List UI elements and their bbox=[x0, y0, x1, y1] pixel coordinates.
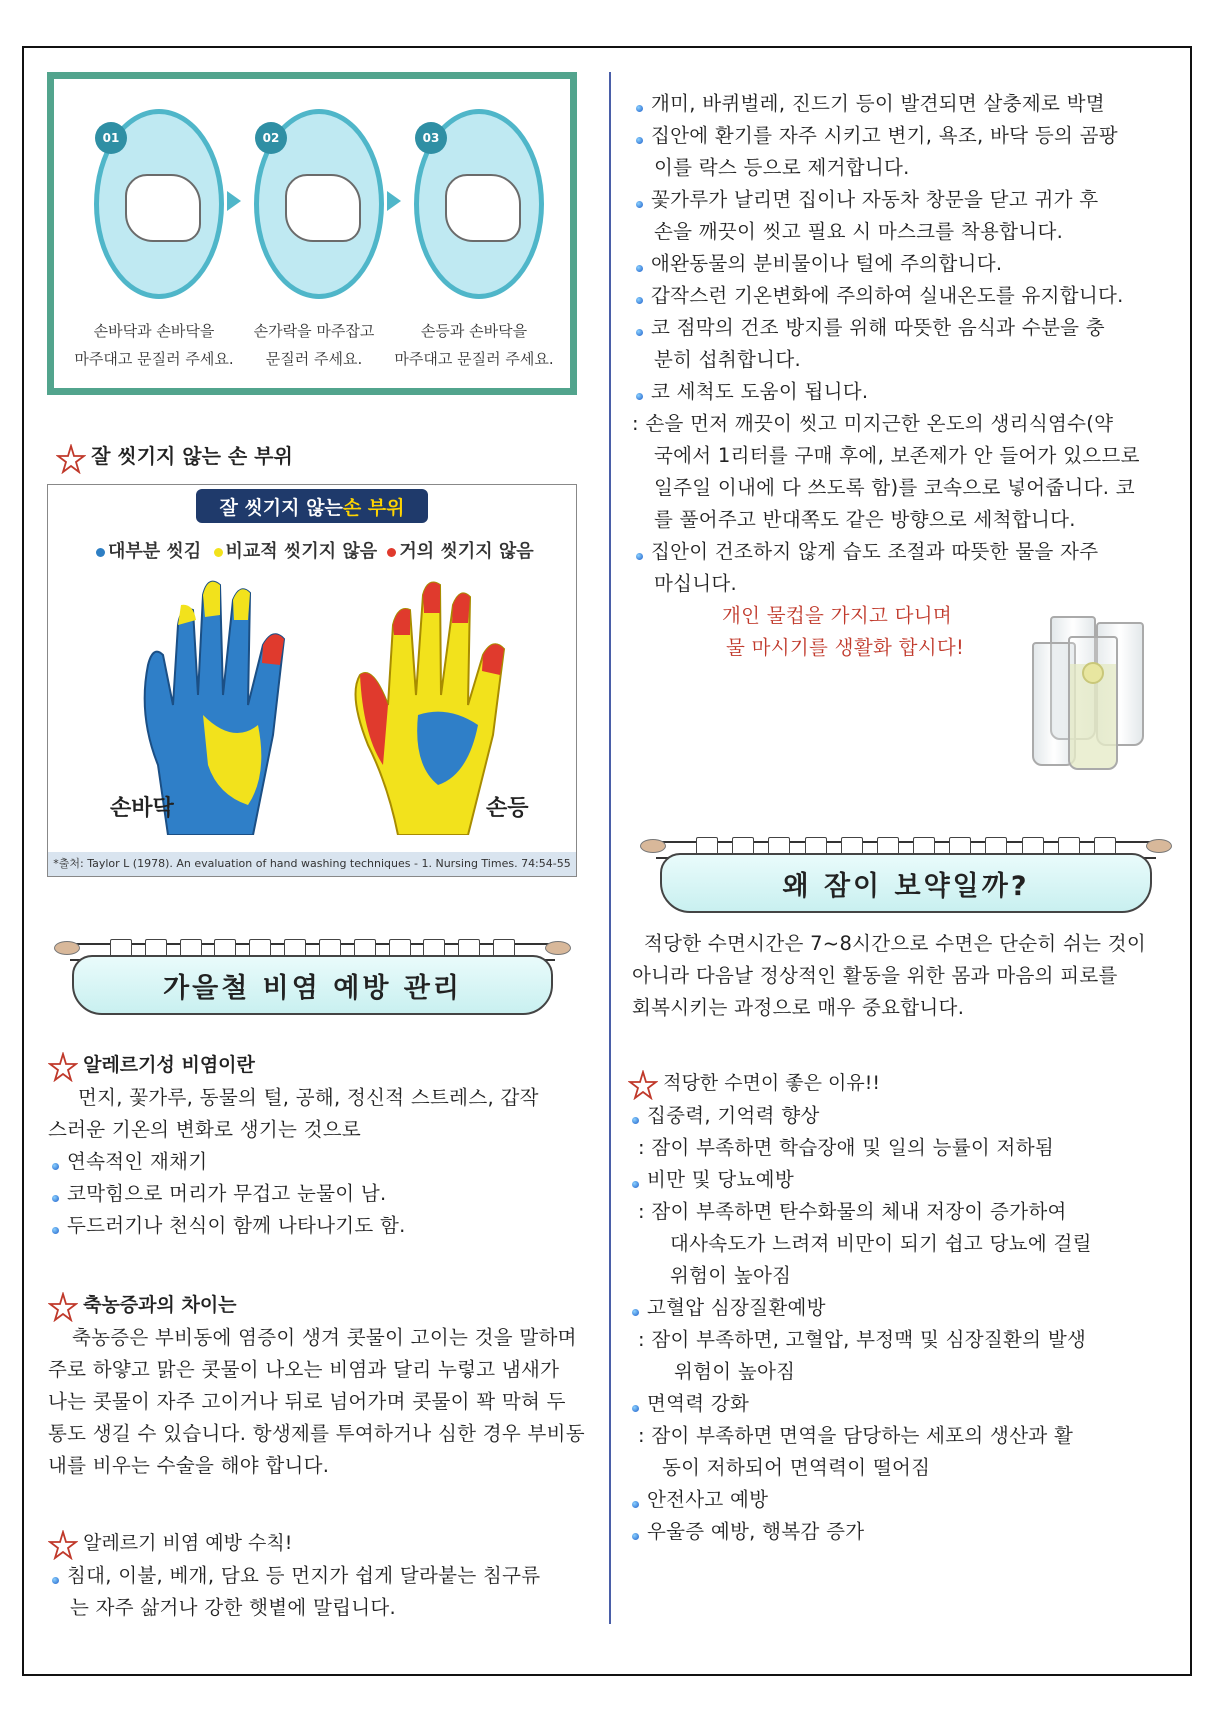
detail-line: : 손을 먼저 깨끗이 씻고 미지근한 온도의 생리식염수(약 bbox=[632, 412, 1114, 435]
banner-title: 가을철 비염 예방 관리 bbox=[72, 955, 553, 1015]
caption-line: 손바닥과 손바닥을 bbox=[93, 322, 215, 340]
list-item: 연속적인 재채기 bbox=[48, 1146, 588, 1178]
paragraph-line: 먼지, 꽃가루, 동물의 털, 공해, 정신적 스트레스, 갑작 bbox=[78, 1085, 539, 1109]
list-item: 코 세척도 도움이 됩니다. bbox=[632, 376, 1177, 408]
column-divider bbox=[609, 72, 611, 1624]
bullet-icon bbox=[632, 1181, 639, 1188]
highlight-line: 물 마시기를 생활화 합시다! bbox=[726, 636, 965, 659]
hands-icon bbox=[125, 174, 201, 242]
rhinitis-tips-list bbox=[632, 88, 1177, 664]
paragraph-line: 회복시키는 과정으로 매우 중요합니다. bbox=[632, 996, 965, 1019]
list-item: 꽃가루가 날리면 집이나 자동차 창문을 닫고 귀가 후 bbox=[632, 184, 1177, 216]
back-hand bbox=[356, 583, 505, 835]
detail-line: 대사속도가 느려져 비만이 되기 쉽고 당뇨에 걸릴 bbox=[670, 1231, 1092, 1255]
paragraph-line: 통도 생길 수 있습니다. 항생제를 투여하거나 심한 경우 부비동 bbox=[48, 1421, 585, 1445]
bullet-icon bbox=[636, 297, 643, 304]
title-part: 잘 씻기지 않는 bbox=[219, 496, 343, 519]
bullet-icon bbox=[632, 1309, 639, 1316]
detail-line: 를 풀어주고 반대쪽도 같은 방향으로 세척합니다. bbox=[654, 508, 1076, 531]
sleep-reasons-section bbox=[628, 1068, 1178, 1548]
list-item-continuation: 이를 락스 등으로 제거합니다. bbox=[654, 156, 910, 179]
step-2-circle bbox=[254, 109, 384, 299]
banner-autumn-rhinitis bbox=[50, 935, 575, 1015]
bullet-icon bbox=[632, 1117, 639, 1124]
bullet-icon bbox=[636, 201, 643, 208]
bullet-icon bbox=[636, 393, 643, 400]
step-3-circle bbox=[414, 109, 544, 299]
detail-line: 위험이 높아짐 bbox=[670, 1263, 792, 1287]
step-number: 03 bbox=[415, 122, 447, 154]
star-icon bbox=[48, 1530, 78, 1560]
bullet-icon bbox=[636, 553, 643, 560]
list-item: 면역력 강화 bbox=[628, 1388, 1178, 1420]
paragraph-line: 나는 콧물이 자주 고이거나 뒤로 넘어가며 콧물이 꽉 막혀 두 bbox=[48, 1389, 566, 1413]
banner-title: 왜 잠이 보약일까? bbox=[660, 853, 1152, 913]
bullet-icon bbox=[52, 1227, 59, 1234]
list-item: 비만 및 당뇨예방 bbox=[628, 1164, 1178, 1196]
banner-sleep bbox=[636, 833, 1176, 913]
section-heading-row bbox=[48, 1528, 593, 1560]
section-heading: 알레르기성 비염이란 bbox=[83, 1054, 255, 1076]
detail-line: : 잠이 부족하면 탄수화물의 체내 저장이 증가하여 bbox=[638, 1199, 1067, 1223]
water-glasses-image bbox=[1030, 612, 1170, 767]
allergic-rhinitis-section bbox=[48, 1050, 588, 1242]
paragraph-line: 주로 하얗고 맑은 콧물이 나오는 비염과 달리 누렇고 냄새가 bbox=[48, 1357, 560, 1381]
section-heading: 적당한 수면이 좋은 이유!! bbox=[663, 1072, 880, 1094]
bullet-icon bbox=[636, 137, 643, 144]
legend-label: 대부분 씻김 bbox=[108, 541, 202, 562]
prevention-rules-section bbox=[48, 1528, 593, 1624]
paragraph-line: 적당한 수면시간은 7~8시간으로 수면은 단순히 쉬는 것이 bbox=[644, 932, 1147, 955]
legend-dot bbox=[214, 548, 223, 557]
detail-line: : 잠이 부족하면 면역을 담당하는 세포의 생산과 활 bbox=[638, 1423, 1074, 1447]
list-item-continuation: 는 자주 삶거나 강한 햇볕에 말립니다. bbox=[70, 1595, 397, 1619]
list-item: 우울증 예방, 행복감 증가 bbox=[628, 1516, 1178, 1548]
section-heading-row bbox=[628, 1068, 1178, 1100]
bullet-icon bbox=[636, 265, 643, 272]
legend-label: 비교적 씻기지 않음 bbox=[225, 541, 378, 562]
arrow-right-icon bbox=[387, 191, 401, 211]
sleep-intro bbox=[632, 928, 1177, 1024]
list-item: 코 점막의 건조 방지를 위해 따뜻한 음식과 수분을 충 bbox=[632, 312, 1177, 344]
bullet-icon bbox=[632, 1533, 639, 1540]
step-caption bbox=[234, 317, 394, 373]
hands-icon bbox=[445, 174, 521, 242]
list-item: 집안이 건조하지 않게 습도 조절과 따뜻한 물을 자주 bbox=[632, 536, 1177, 568]
legend-label: 거의 씻기지 않음 bbox=[399, 541, 534, 562]
section-heading-row bbox=[48, 1290, 588, 1322]
image-source: *출처: Taylor L (1978). An evaluation of hand washing techniques - 1. Nursing Times. 74:54-55 bbox=[48, 852, 576, 876]
banner-knob bbox=[1146, 839, 1172, 853]
detail-line: 동이 저하되어 면역력이 떨어짐 bbox=[662, 1455, 931, 1479]
list-item: 개미, 바퀴벌레, 진드기 등이 발견되면 살충제로 박멸 bbox=[632, 88, 1177, 120]
paragraph-line: 축농증은 부비동에 염증이 생겨 콧물이 고이는 것을 말하며 bbox=[72, 1325, 577, 1349]
paragraph-line: 아니라 다음날 정상적인 활동을 위한 몸과 마음의 피로를 bbox=[632, 964, 1118, 987]
legend bbox=[96, 537, 534, 563]
list-item: 두드러기나 천식이 함께 나타나기도 함. bbox=[48, 1210, 588, 1242]
bullet-icon bbox=[636, 329, 643, 336]
arrow-right-icon bbox=[227, 191, 241, 211]
unwashed-hand-image bbox=[47, 484, 577, 877]
caption-line: 손가락을 마주잡고 bbox=[253, 322, 375, 340]
section-heading: 잘 씻기지 않는 손 부위 bbox=[91, 444, 293, 468]
caption-line: 손등과 손바닥을 bbox=[420, 322, 528, 340]
hands-icon bbox=[285, 174, 361, 242]
unwashed-heading bbox=[56, 440, 293, 474]
star-icon bbox=[48, 1292, 78, 1322]
star-icon bbox=[48, 1052, 78, 1082]
detail-line: : 잠이 부족하면 학습장애 및 일의 능률이 저하됨 bbox=[638, 1135, 1054, 1159]
caption-line: 마주대고 문질러 주세요. bbox=[394, 350, 554, 368]
list-item: 집안에 환기를 자주 시키고 변기, 욕조, 바닥 등의 곰팡 bbox=[632, 120, 1177, 152]
step-caption bbox=[394, 317, 554, 373]
detail-line: 일주일 이내에 다 쓰도록 함)를 코속으로 넣어줍니다. 코 bbox=[654, 476, 1135, 499]
section-heading: 축농증과의 차이는 bbox=[83, 1294, 237, 1316]
sinusitis-section bbox=[48, 1290, 588, 1482]
list-item: 집중력, 기억력 향상 bbox=[628, 1100, 1178, 1132]
step-number: 01 bbox=[95, 122, 127, 154]
paragraph-line: 내를 비우는 수술을 해야 합니다. bbox=[48, 1453, 330, 1477]
bullet-icon bbox=[632, 1405, 639, 1412]
title-highlight: 손 부위 bbox=[342, 496, 405, 519]
step-number: 02 bbox=[255, 122, 287, 154]
step-caption bbox=[74, 317, 234, 373]
legend-dot bbox=[387, 548, 396, 557]
lemon-slice-icon bbox=[1082, 662, 1104, 684]
detail-line: 위험이 높아짐 bbox=[674, 1359, 796, 1383]
caption-line: 마주대고 문질러 주세요. bbox=[74, 350, 234, 368]
banner-knob bbox=[545, 941, 571, 955]
palm-label: 손바닥 bbox=[110, 796, 174, 821]
legend-dot bbox=[96, 548, 105, 557]
caption-line: 문질러 주세요. bbox=[265, 350, 363, 368]
list-item-continuation: 손을 깨끗이 씻고 필요 시 마스크를 착용합니다. bbox=[654, 220, 1064, 243]
handwash-steps-image bbox=[47, 72, 577, 395]
section-heading-row bbox=[48, 1050, 588, 1082]
banner-knob bbox=[54, 941, 80, 955]
banner-knob bbox=[640, 839, 666, 853]
star-icon bbox=[628, 1070, 658, 1100]
highlight-line: 개인 물컵을 가지고 다니며 bbox=[722, 604, 953, 627]
detail-line: 국에서 1리터를 구매 후에, 보존제가 안 들어가 있으므로 bbox=[654, 444, 1140, 467]
list-item: 애완동물의 분비물이나 털에 주의합니다. bbox=[632, 248, 1177, 280]
detail-line: : 잠이 부족하면, 고혈압, 부정맥 및 심장질환의 발생 bbox=[638, 1327, 1087, 1351]
list-item: 갑작스런 기온변화에 주의하여 실내온도를 유지합니다. bbox=[632, 280, 1177, 312]
bullet-icon bbox=[52, 1163, 59, 1170]
star-icon bbox=[56, 444, 86, 474]
bullet-icon bbox=[632, 1501, 639, 1508]
list-item: 코막힘으로 머리가 무겁고 눈물이 남. bbox=[48, 1178, 588, 1210]
list-item: 안전사고 예방 bbox=[628, 1484, 1178, 1516]
bullet-icon bbox=[52, 1195, 59, 1202]
list-item-continuation: 마십니다. bbox=[654, 572, 738, 595]
list-item: 고혈압 심장질환예방 bbox=[628, 1292, 1178, 1324]
image-title bbox=[196, 489, 428, 523]
section-heading: 알레르기 비염 예방 수칙! bbox=[83, 1532, 293, 1554]
list-item: 침대, 이불, 베개, 담요 등 먼지가 쉽게 달라붙는 침구류 bbox=[48, 1560, 593, 1592]
list-item-continuation: 분히 섭취합니다. bbox=[654, 348, 801, 371]
step-1-circle bbox=[94, 109, 224, 299]
back-label: 손등 bbox=[486, 796, 529, 821]
paragraph-line: 스러운 기온의 변화로 생기는 것으로 bbox=[48, 1117, 362, 1141]
bullet-icon bbox=[636, 105, 643, 112]
bullet-icon bbox=[52, 1577, 59, 1584]
